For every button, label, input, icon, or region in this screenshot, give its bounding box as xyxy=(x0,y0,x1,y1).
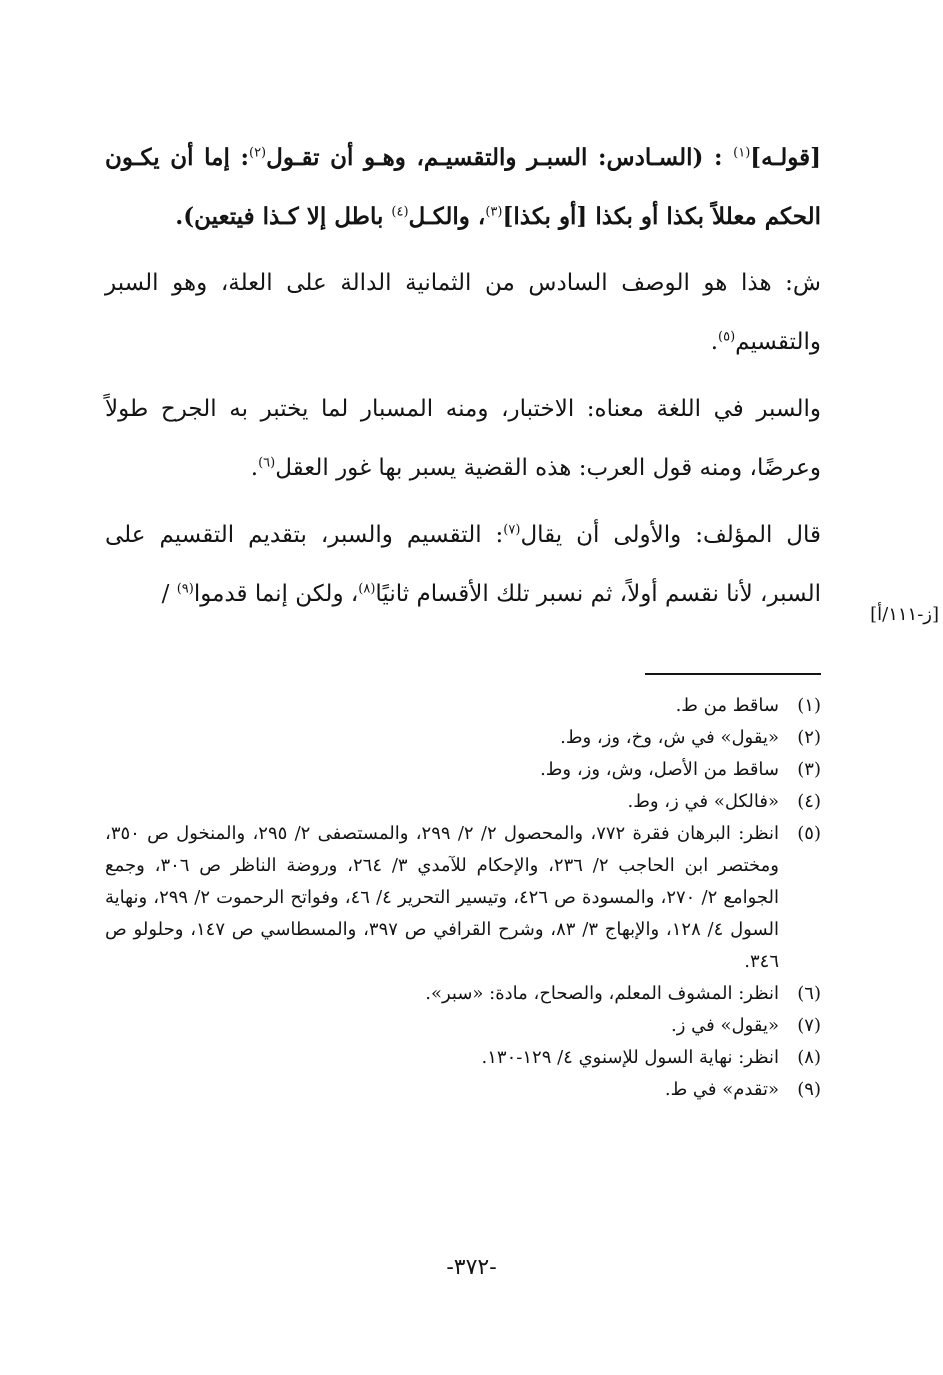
footnote-text: ساقط من الأصل، وش، وز، وط. xyxy=(540,759,779,780)
footnote-number: (٤) xyxy=(797,791,821,812)
footnote-item xyxy=(105,818,821,978)
footnote-text: «يقول» في ز. xyxy=(671,1015,779,1036)
paragraph-muallif xyxy=(105,506,821,624)
footnote-number: (١) xyxy=(797,695,821,716)
text-run: ش: هذا هو الوصف السادس من الثمانية الدالة على العلة، وهو السبر والتقسيم xyxy=(105,270,821,355)
footnote-text: «فالكل» في ز، وط. xyxy=(627,791,779,812)
text-run: ، والكـل xyxy=(408,203,486,230)
footnote-item xyxy=(105,1010,821,1042)
text-run: باطل إلا كـذا فيتعين). xyxy=(175,203,392,230)
footnote-item xyxy=(105,1042,821,1074)
footnote-marker: (٨) xyxy=(358,581,376,597)
text-run: . xyxy=(710,329,718,355)
footnote-marker: (١) xyxy=(733,145,751,161)
main-text xyxy=(105,128,821,624)
text-run: ، ولكن إنما قدموا xyxy=(193,581,359,607)
margin-reference: [ز-١١١/أ] xyxy=(870,604,939,625)
footnote-number: (٢) xyxy=(797,727,821,748)
footnote-marker: (٧) xyxy=(503,522,521,538)
footnote-text: ساقط من ط. xyxy=(675,695,779,716)
footnote-item xyxy=(105,754,821,786)
text-run: : إما أن يكـون الحكم معللاً بكذا أو بكذا [أو بكذا] xyxy=(105,144,821,230)
footnote-text: «يقول» في ش، وخ، وز، وط. xyxy=(560,727,779,748)
footnote-marker: (٥) xyxy=(718,329,736,345)
paragraph-quote xyxy=(105,128,821,246)
footnote-item xyxy=(105,786,821,818)
footnote-marker: (٣) xyxy=(485,204,503,220)
paragraph-lugha xyxy=(105,380,821,498)
footnote-marker: (٩) xyxy=(176,581,194,597)
paragraph-sharh xyxy=(105,254,821,372)
footnote-marker: (٦) xyxy=(258,455,276,471)
text-run: : التقسيم والسبر، بتقديم التقسيم على السبر، لأنا نقسم أولاً، ثم نسبر تلك الأقسام ثانيًا xyxy=(105,522,821,607)
footnote-text: «تقدم» في ط. xyxy=(664,1079,779,1100)
footnote-marker: (٤) xyxy=(391,204,409,220)
text-run: / xyxy=(161,581,177,607)
text-run: والسبر في اللغة معناه: الاختبار، ومنه المسبار لما يختبر به الجرح طولاً وعرضًا، ومنه قول العرب: هذه القضية يسبر بها غور العقل xyxy=(105,396,821,481)
text-run: [قولـه] xyxy=(750,144,821,171)
footnote-number: (٧) xyxy=(797,1015,821,1036)
footnote-item xyxy=(105,690,821,722)
page-number: -٣٧٢- xyxy=(446,1255,497,1280)
footnote-number: (٨) xyxy=(797,1047,821,1068)
footnote-text: انظر: المشوف المعلم، والصحاح، مادة: «سبر». xyxy=(425,983,779,1004)
footnotes xyxy=(105,690,821,1106)
footnote-marker: (٢) xyxy=(248,145,267,161)
footnote-item xyxy=(105,722,821,754)
text-run: . xyxy=(250,455,259,481)
text-run: قال المؤلف: والأولى أن يقال xyxy=(520,522,821,548)
footnote-number: (٥) xyxy=(797,823,821,844)
text-run: : (السـادس: السبـر والتقسيـم، وهـو أن تقـول xyxy=(266,144,734,171)
footnote-item xyxy=(105,1074,821,1106)
footnote-number: (٩) xyxy=(797,1079,821,1100)
footnote-number: (٦) xyxy=(797,983,821,1004)
footnote-number: (٣) xyxy=(797,759,821,780)
footnote-separator xyxy=(645,673,821,675)
footnote-text: انظر: البرهان فقرة ٧٧٢، والمحصول ٢/ ٢/ ٢٩٩، والمستصفى ٢/ ٢٩٥، والمنخول ص ٣٥٠، ومختصر ابن الحاجب ٢/ ٢٣٦، والإحكام للآمدي ٣/ ٢٦٤، وروضة الناظر ص ٣٠٦، وجمع الجوامع ٢/ ٢٧٠، والمسودة ص ٤٢٦، وتيسير التحرير ٤/ ٤٦، وفواتح الرحموت ٢/ ٢٩٩، ونهاية السول ٤/ ١٢٨، والإبهاج ٣/ ٨٣، وشرح القرافي ص ٣٩٧، والمسطاسي ص ١٤٧، وحلولو ص ٣٤٦. xyxy=(105,823,779,972)
footnote-text: انظر: نهاية السول للإسنوي ٤/ ١٢٩-١٣٠. xyxy=(481,1047,779,1068)
footnote-item xyxy=(105,978,821,1010)
